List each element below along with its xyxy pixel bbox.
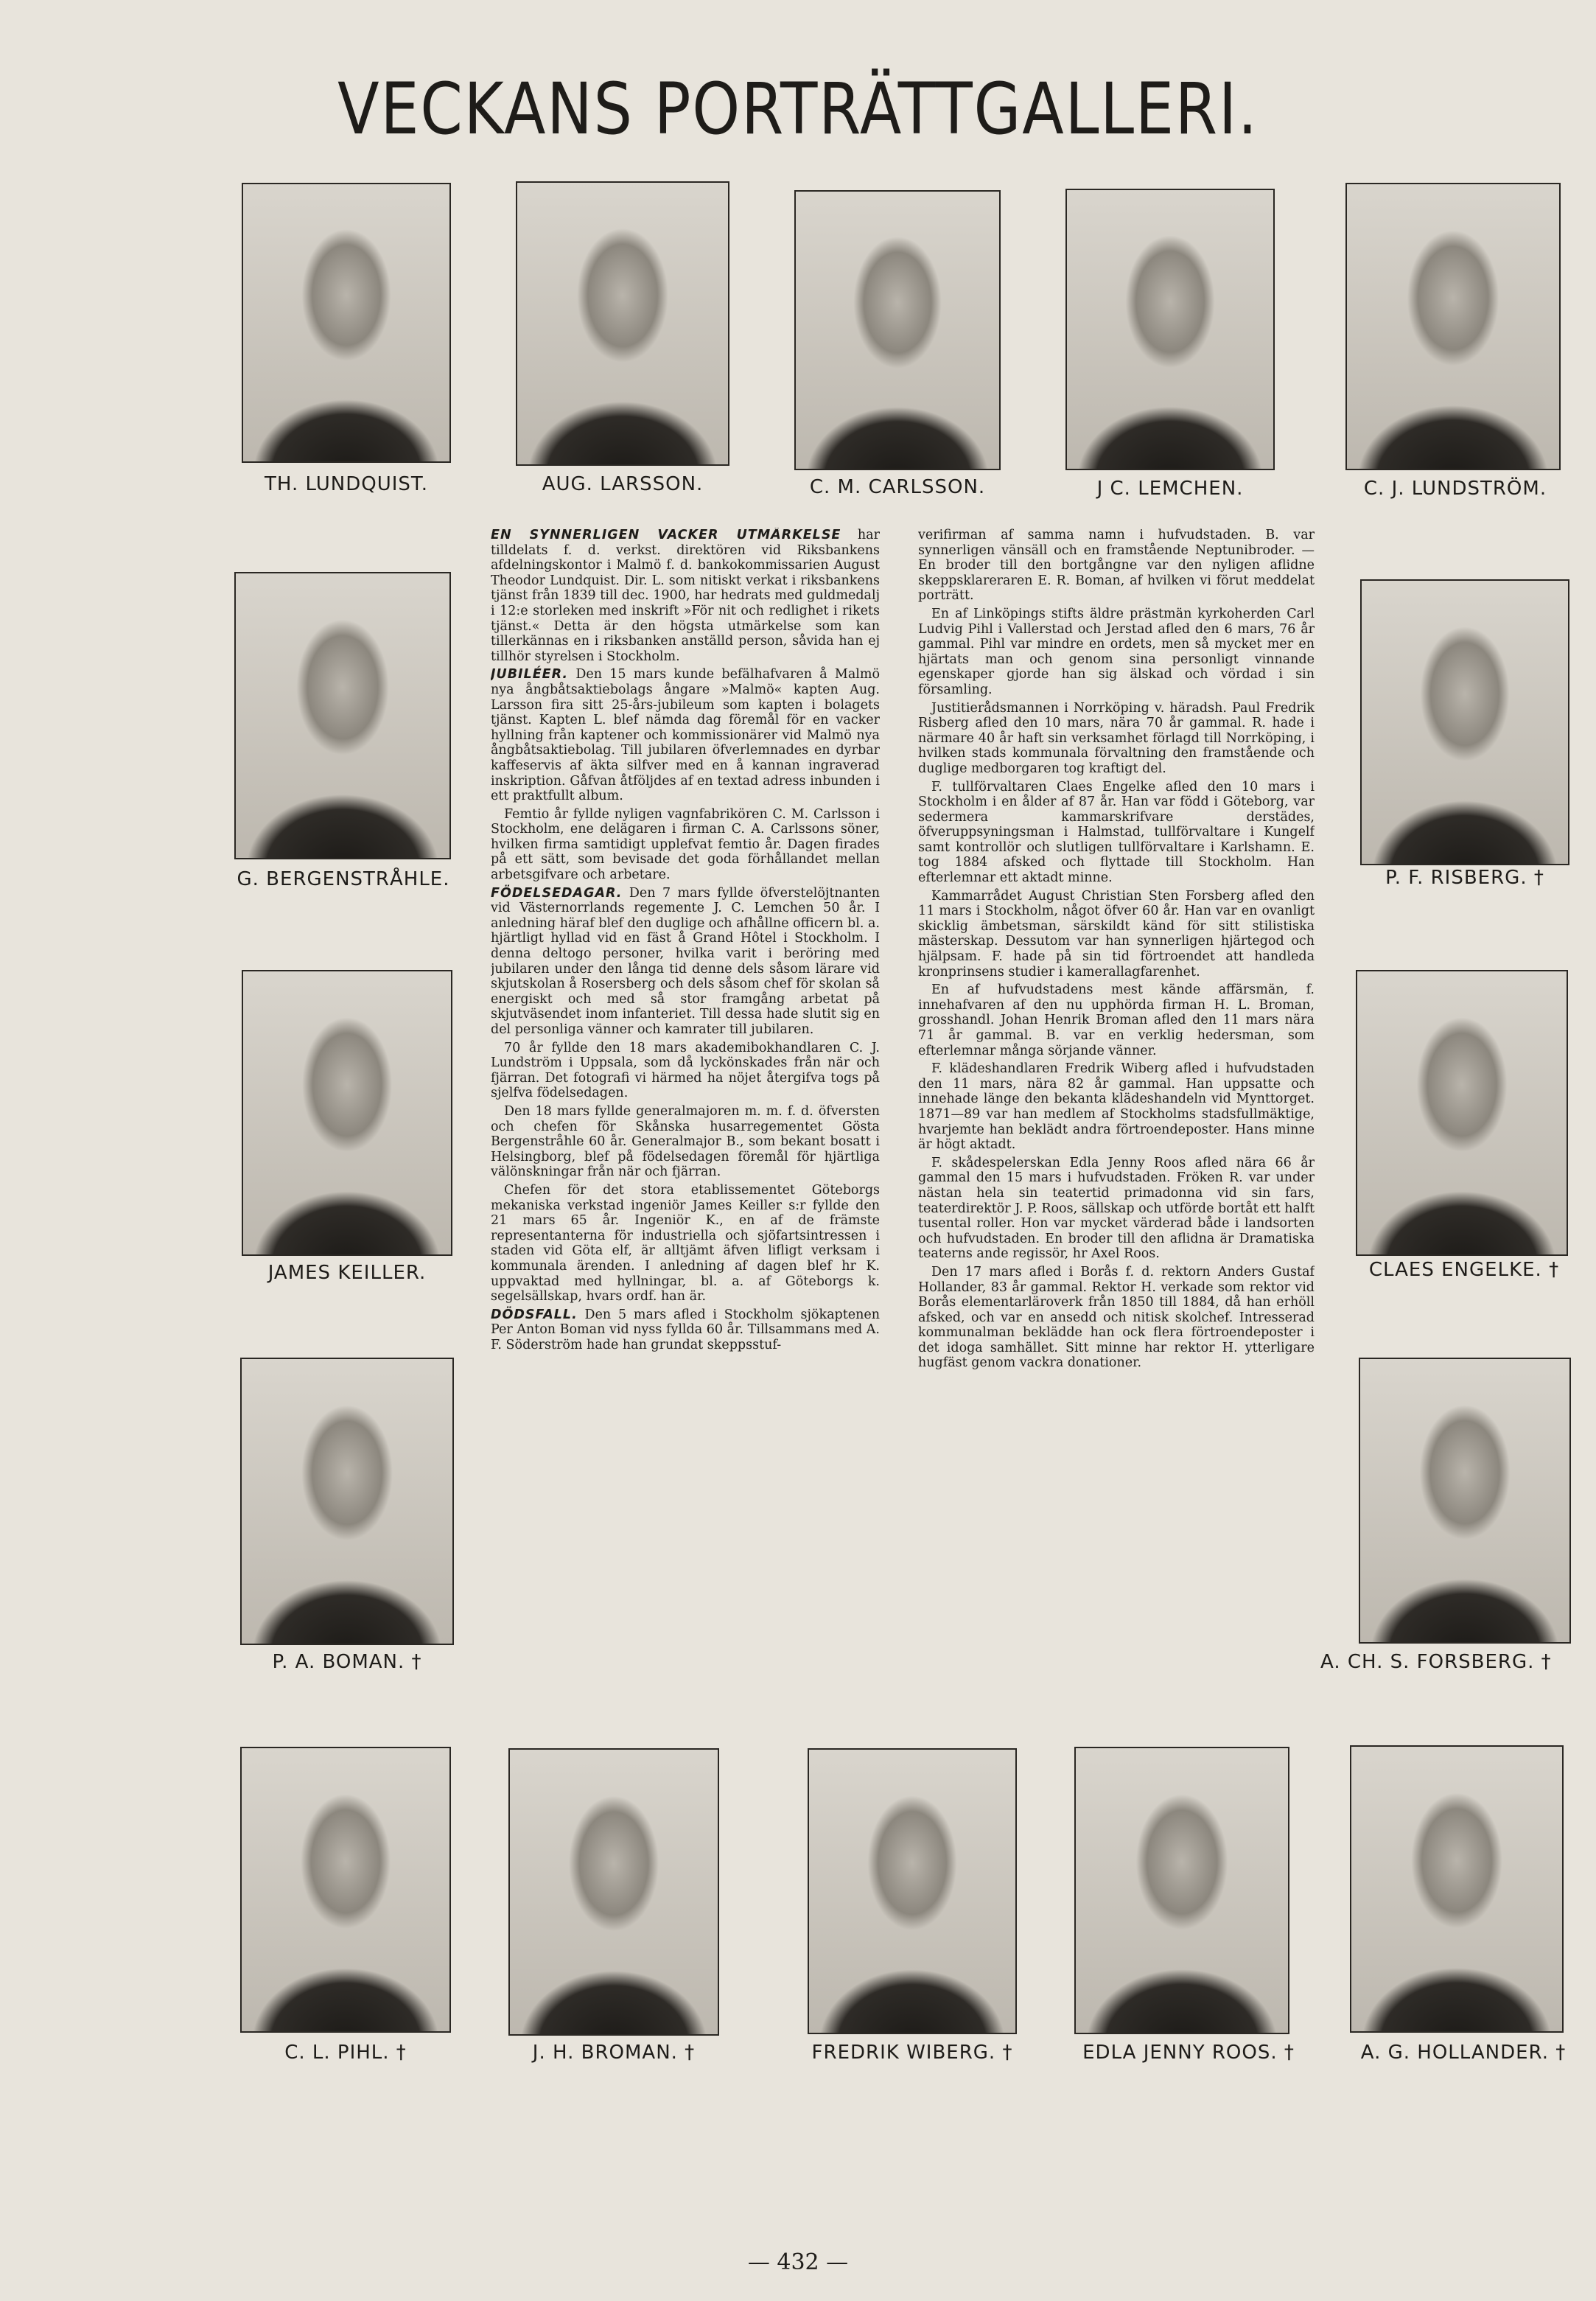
- portrait-larsson: [516, 181, 729, 466]
- text-jubilee-larsson: Den 15 mars kunde befälhafvaren å Malmö nya ångbåtsaktiebolags ångare »Malmö« kapten Aug. Larsson fira sitt 25-års-jubileum som kapten i bolagets tjänst. Kapten L. blef nämda dag föremål för en vacker hyllning från kaptener och kommissionärer vid Malmö nya ångbåtsaktiebolag. Till jubilaren öfverlemnades en dyrbar kaffeservis af äkta silfver med en å kannan ingraverad inskription. Gåfvan åtföljdes af en textad adress inbunden i ett praktfullt album.: [491, 667, 880, 804]
- caption-lundquist: TH. LUNDQUIST.: [265, 473, 428, 495]
- caption-forsberg: A. CH. S. FORSBERG. †: [1320, 1651, 1552, 1673]
- heading-distinction: EN SYNNERLIGEN VACKER UTMÄRKELSE: [491, 528, 841, 542]
- caption-lemchen: J C. LEMCHEN.: [1096, 478, 1244, 500]
- caption-carlsson: C. M. CARLSSON.: [809, 476, 986, 498]
- text-death-roos: F. skådespelerskan Edla Jenny Roos afled nära 66 år gammal den 15 mars i hufvudstaden. Fröken R. var under nästan hela sin teatertid primadonna vid sin fars, teaterdirektör J. P. Roos, sällskap och utförde bortåt ett halft tusental roller. Hon var mycket värderad både i landsorten och hufvudstaden. En broder till den aflidna är Dramatiska teaterns ande regissör, hr Axel Roos.: [918, 1155, 1315, 1262]
- text-birthday-lemchen: Den 7 mars fyllde öfverstelöjtnanten vid Västernorrlands regemente J. C. Lemchen 50 år. I anledning häraf blef den duglige och afhållne officern bl. a. hjärtligt hyllad vid en fäst å Grand Hôtel i Stockholm. I denna deltogo personer, hvilka varit i beröring med jubilaren under den långa tid denne dels såsom lärare vid skjutskolan å Rosersberg och dels såsom chef för skolan så energiskt och med så stor framgång arbetat på skjutväsendet inom infanteriet. Till dessa hade slutit sig en del personliga vänner och kamrater till jubilaren.: [491, 885, 880, 1037]
- text-distinction: har tilldelats f. d. verkst. direktören vid Riksbankens afdelningskontor i Malmö f. d. bankokommissarien August Theodor Lundquist. Dir. L. som nitiskt verkat i riksbankens tjänst från 1839 till dec. 1900, har hedrats med guldmedalj i 12:e storleken med inskrift »För nit och redlighet i rikets tjänst.« Detta är den högsta utmärkelse som kan tillerkännas en i riksbanken anställd person, såvida han ej tillhör styrelsen i Stockholm.: [491, 528, 880, 664]
- portrait-broman: [508, 1748, 719, 2036]
- text-death-forsberg: Kammarrådet August Christian Sten Forsberg afled den 11 mars i Stockholm, något öfver 60 år. Han var en ovanligt skicklig ämbetsman, särskildt känd för sitt stilistiska mästerskap. Dessutom var han synnerligen hjärtegod och hjälpsam. F. hade på sin tid förtroendet att handleda kronprinsens studier i kamerallagfarenhet.: [918, 888, 1315, 980]
- text-death-engelke: F. tullförvaltaren Claes Engelke afled den 10 mars i Stockholm i en ålder af 87 år. Han var född i Göteborg, var sedermera kammarskrifvare derstädes, öfveruppsyningsman i Halmstad, tullförvaltare i Kungelf samt kontrollör och slutligen tullförvaltare i Karlshamn. E. tog 1884 afsked och flyttade till Stockholm. Han efterlemnar ett aktadt minne.: [918, 779, 1315, 886]
- text-jubilee-carlsson: Femtio år fyllde nyligen vagnfabrikören C. M. Carlsson i Stockholm, ene delägaren i firman C. A. Carlssons söner, hvilken firma samtidigt upplefvat femtio år. Dagen firades på ett sätt, som bevisade det goda förhållandet mellan arbetsgifvare och arbetare.: [491, 806, 880, 883]
- news-item-birthdays: [491, 886, 880, 1038]
- text-death-boman-cont: verifirman af samma namn i hufvudstaden. B. var synnerligen vänsäll och en framstående Neptunibroder. — En broder till den bortgångne var den nyligen aflidne skeppsklareraren E. R. Boman, af hvilken vi förut meddelat porträtt.: [918, 528, 1315, 604]
- news-item-deaths: [491, 1307, 880, 1353]
- caption-roos: EDLA JENNY ROOS. †: [1082, 2042, 1295, 2064]
- portrait-bergenstrahle: [234, 572, 451, 859]
- portrait-risberg: [1360, 579, 1569, 865]
- heading-birthdays: FÖDELSEDAGAR.: [491, 885, 623, 901]
- caption-risberg: P. F. RISBERG. †: [1385, 867, 1544, 889]
- portrait-lundstrom: [1345, 183, 1561, 470]
- portrait-roos: [1074, 1747, 1289, 2034]
- portrait-hollander: [1350, 1745, 1564, 2033]
- text-death-broman: En af hufvudstadens mest kände affärsmän, f. innehafvaren af den nu upphörda firman H. L. Broman, grosshandl. Johan Henrik Broman afled den 11 mars nära 71 år gammal. B. var en verklig hedersman, som efterlemnar många sörjande vänner.: [918, 982, 1315, 1058]
- heading-jubilees: JUBILÉER.: [491, 667, 569, 682]
- text-death-wiberg: F. klädeshandlaren Fredrik Wiberg afled i hufvudstaden den 11 mars, nära 82 år gammal. Han uppsatte och innehade länge den bekanta klädeshandeln vid Mynttorget. 1871—89 var han medlem af Stockholms stadsfullmäktige, hvarjemte han beklädt andra förtroendeposter. Hans minne är högt aktadt.: [918, 1061, 1315, 1153]
- portrait-pihl: [240, 1747, 451, 2033]
- text-death-pihl: En af Linköpings stifts äldre prästmän kyrkoherden Carl Ludvig Pihl i Vallerstad och Jerstad afled den 6 mars, 76 år gammal. Pihl var mindre en ordets, men så mycket mer en hjärtats man och genom sina personligt vinnande egenskaper gjorde han sig älskad och vördad i sin församling.: [918, 606, 1315, 697]
- portrait-forsberg: [1359, 1358, 1571, 1644]
- caption-hollander: A. G. HOLLANDER. †: [1360, 2042, 1567, 2064]
- caption-pihl: C. L. PIHL. †: [284, 2042, 407, 2064]
- caption-larsson: AUG. LARSSON.: [542, 473, 704, 495]
- caption-broman: J. H. BROMAN. †: [532, 2042, 696, 2064]
- text-death-boman: Den 5 mars afled i Stockholm sjökaptenen Per Anton Boman vid nyss fyllda 60 år. Tillsammans med A. F. Söderström hade han grundat skeppsstuf-: [491, 1307, 880, 1352]
- caption-keiller: JAMES KEILLER.: [267, 1262, 427, 1284]
- caption-wiberg: FREDRIK WIBERG. †: [811, 2042, 1013, 2064]
- text-column-left: [491, 528, 880, 1719]
- portrait-wiberg: [808, 1748, 1017, 2034]
- portrait-engelke: [1356, 970, 1568, 1256]
- page-number: — 432 —: [747, 2249, 849, 2275]
- page-title: VECKANS PORTRÄTTGALLERI.: [337, 68, 1259, 150]
- heading-deaths: DÖDSFALL.: [491, 1307, 578, 1322]
- caption-boman: P. A. BOMAN. †: [272, 1651, 422, 1673]
- news-item-jubilees: [491, 667, 880, 803]
- portrait-carlsson: [794, 190, 1001, 470]
- portrait-boman: [240, 1358, 454, 1645]
- text-birthday-bergenstrahle: Den 18 mars fyllde generalmajoren m. m. f. d. öfversten och chefen för Skånska husarregementet Gösta Bergenstråhle 60 år. Generalmajor B., som bekant bosatt i Helsingborg, blef på födelsedagen föremål för hjärtliga välönskningar från när och fjärran.: [491, 1103, 880, 1180]
- portrait-lundquist: [242, 183, 451, 463]
- text-column-right: [918, 528, 1315, 1719]
- text-death-risberg: Justitierådsmannen i Norrköping v. häradsh. Paul Fredrik Risberg afled den 10 mars, nära 70 år gammal. R. hade i närmare 40 år haft sin verksamhet förlagd till Norrköping, i hvilken stads kommunala förvaltning den framstående och duglige medborgaren tog kraftigt del.: [918, 700, 1315, 776]
- caption-bergenstrahle: G. BERGENSTRÅHLE.: [237, 868, 450, 890]
- text-death-hollander: Den 17 mars afled i Borås f. d. rektorn Anders Gustaf Hollander, 83 år gammal. Rektor H. verkade som rektor vid Borås elementarläroverk från 1850 till 1884, då han erhöll afsked, och var en ansedd och nitisk skolchef. Intresserad kommunalman beklädde han ock flera förtroendeposter i det idoga samhället. Sitt minne har rektor H. ytterligare hugfäst genom vackra donationer.: [918, 1264, 1315, 1371]
- text-birthday-keiller: Chefen för det stora etablissementet Göteborgs mekaniska verkstad ingeniör James Keiller s:r fyllde den 21 mars 65 år. Ingeniör K., en af de främste representanterna för industriella och sjöfartsintressen i staden vid Göta elf, är alltjämt äfven lifligt verksam i kommunala ärenden. I anledning af dagen blef hr K. uppvaktad med hyllningar, bl. a. af Göteborgs k. segelsällskap, hvars ordf. han är.: [491, 1182, 880, 1305]
- text-birthday-lundstrom: 70 år fyllde den 18 mars akademibokhandlaren C. J. Lundström i Uppsala, som då lyckönskades från när och fjärran. Det fotografi vi härmed ha nöjet återgifva togs på sjelfva födelsedagen.: [491, 1040, 880, 1101]
- caption-lundstrom: C. J. LUNDSTRÖM.: [1363, 478, 1547, 500]
- portrait-keiller: [242, 970, 452, 1256]
- portrait-lemchen: [1065, 189, 1275, 470]
- news-item-distinction: [491, 528, 880, 664]
- caption-engelke: CLAES ENGELKE. †: [1368, 1259, 1560, 1281]
